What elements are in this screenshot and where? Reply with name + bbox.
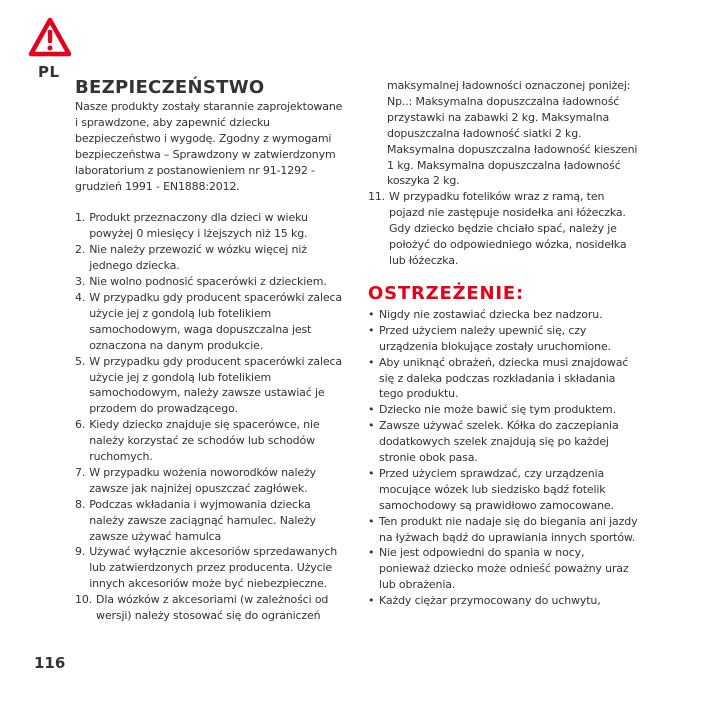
safety-item-1 <box>75 210 345 242</box>
safety-item-11 <box>368 189 638 269</box>
item-text: Produkt przeznaczony dla dzieci w wieku powyżej 0 miesięcy i lżejszych niż 15 kg. <box>89 211 308 241</box>
item-number: 9. <box>75 545 86 559</box>
item-text: W przypadku gdy producent spacerówki zaleca użycie jej z gondolą lub fotelikiem samochodowym, należy zawsze ustawiać je przodem do prowadzącego. <box>89 354 342 416</box>
bullet-icon: • <box>368 594 375 608</box>
language-code: PL <box>38 63 60 81</box>
warning-item <box>368 593 638 609</box>
item-number: 1. <box>75 211 86 225</box>
item-number: 7. <box>75 465 86 479</box>
item-text: Kiedy dziecko znajduje się spacerówce, nie należy korzystać ze schodów lub schodów ruchomych. <box>89 418 320 464</box>
item-number: 10. <box>75 593 93 607</box>
item-text: W przypadku gdy producent spacerówki zaleca użycie jej z gondolą lub fotelikiem samochodowym, waga dopuszczalna jest oznaczona na danym produkcie. <box>89 290 342 352</box>
bullet-icon: • <box>368 323 375 337</box>
item-number: 4. <box>75 290 86 304</box>
warning-text: Aby uniknąć obrażeń, dziecka musi znajdować się z daleka podczas rozkładania i składania tego produktu. <box>379 355 629 401</box>
item-number: 8. <box>75 497 86 511</box>
bullet-icon: • <box>368 307 375 321</box>
page-number: 116 <box>34 654 66 672</box>
item-number: 3. <box>75 275 86 289</box>
left-column <box>75 78 345 624</box>
warning-text: Zawsze używać szelek. Kółka do zaczepiania dodatkowych szelek znajdują się po każdej stronie obok pasa. <box>379 419 619 465</box>
item-number: 2. <box>75 243 86 257</box>
warning-item <box>368 514 638 546</box>
item-text: Nie należy przewozić w wózku więcej niż jednego dziecka. <box>89 243 307 273</box>
bullet-icon: • <box>368 546 375 560</box>
right-column <box>368 78 638 609</box>
warning-text: Nigdy nie zostawiać dziecka bez nadzoru. <box>379 307 603 321</box>
safety-item-3 <box>75 274 345 290</box>
item-text: Nie wolno podnosić spacerówki z dzieckiem. <box>89 275 327 289</box>
warning-item <box>368 323 638 355</box>
item-text: W przypadku wożenia noworodków należy zawsze jak najniżej opuszczać zagłówek. <box>89 465 316 495</box>
warning-triangle-icon <box>27 16 73 60</box>
bullet-icon: • <box>368 355 375 369</box>
safety-item-10-continuation: maksymalnej ładowności oznaczonej poniżej: Np..: Maksymalna dopuszczalna ładowność przystawki na zabawki 2 kg. Maksymalna dopuszczalna ładowność siatki 2 kg. Maksymalna dopuszczalna ładowność kieszeni 1 kg. Maksymalna dopuszczalna ładowność koszyka 2 kg. <box>387 79 638 188</box>
bullet-icon: • <box>368 403 375 417</box>
safety-item-5 <box>75 354 345 418</box>
warning-title: OSTRZEŻENIE: <box>368 282 524 304</box>
bullet-icon: • <box>368 419 375 433</box>
item-number: 6. <box>75 418 86 432</box>
safety-list <box>75 210 345 624</box>
safety-intro: Nasze produkty zostały starannie zaprojektowane i sprawdzone, aby zapewnić dziecku bezpieczeństwo i wygodę. Zgodny z wymogami bezpieczeństwa – Sprawdzony w zatwierdzonym laboratorium z postanowieniem nr 91-1292 - grudzień 1991 - EN1888:2012. <box>75 100 343 193</box>
warning-exclamation-dot <box>48 46 53 51</box>
bullet-icon: • <box>368 466 375 480</box>
warning-item <box>368 307 638 323</box>
bullet-icon: • <box>368 514 375 528</box>
warning-item <box>368 545 638 593</box>
safety-item-8 <box>75 497 345 545</box>
warning-item <box>368 402 638 418</box>
safety-item-4 <box>75 290 345 354</box>
safety-item-9 <box>75 544 345 592</box>
item-number: 11. <box>368 190 386 204</box>
safety-item-2 <box>75 242 345 274</box>
item-text: W przypadku fotelików wraz z ramą, ten pojazd nie zastępuje nosidełka ani łóżeczka. Gdy dziecko będzie chciało spać, należy je położyć do odpowiedniego wózka, nosidełka lub łóżeczka. <box>389 190 627 267</box>
warning-text: Przed użyciem sprawdzać, czy urządzenia mocujące wózek lub siedzisko bądź fotelik samochodowy są prawidłowo zamocowane. <box>379 466 614 512</box>
warning-exclamation-bar <box>48 30 52 43</box>
warning-text: Dziecko nie może bawić się tym produktem. <box>379 403 616 417</box>
warning-text: Każdy ciężar przymocowany do uchwytu, <box>379 594 601 608</box>
safety-title: BEZPIECZEŃSTWO <box>75 77 265 98</box>
item-text: Używać wyłącznie akcesoriów sprzedawanych lub zatwierdzonych przez producenta. Użycie innych akcesoriów może być niebezpieczne. <box>89 545 338 591</box>
safety-item-6 <box>75 417 345 465</box>
item-text: Dla wózków z akcesoriami (w zależności od wersji) należy stosować się do ograniczeń <box>96 593 329 623</box>
safety-item-7 <box>75 465 345 497</box>
warning-item <box>368 418 638 466</box>
warning-text: Przed użyciem należy upewnić się, czy urządzenia blokujące zostały uruchomione. <box>379 323 611 353</box>
item-number: 5. <box>75 354 86 368</box>
warning-item <box>368 466 638 514</box>
warning-text: Ten produkt nie nadaje się do biegania ani jazdy na łyżwach bądź do uprawiania innych sportów. <box>379 514 638 544</box>
warning-list <box>368 307 638 609</box>
warning-item <box>368 355 638 403</box>
warning-text: Nie jest odpowiedni do spania w nocy, ponieważ dziecko może odnieść poważny uraz lub obrażenia. <box>379 546 629 592</box>
safety-item-10 <box>75 592 345 624</box>
item-text: Podczas wkładania i wyjmowania dziecka należy zawsze zaciągnąć hamulec. Należy zawsze używać hamulca <box>89 497 316 543</box>
